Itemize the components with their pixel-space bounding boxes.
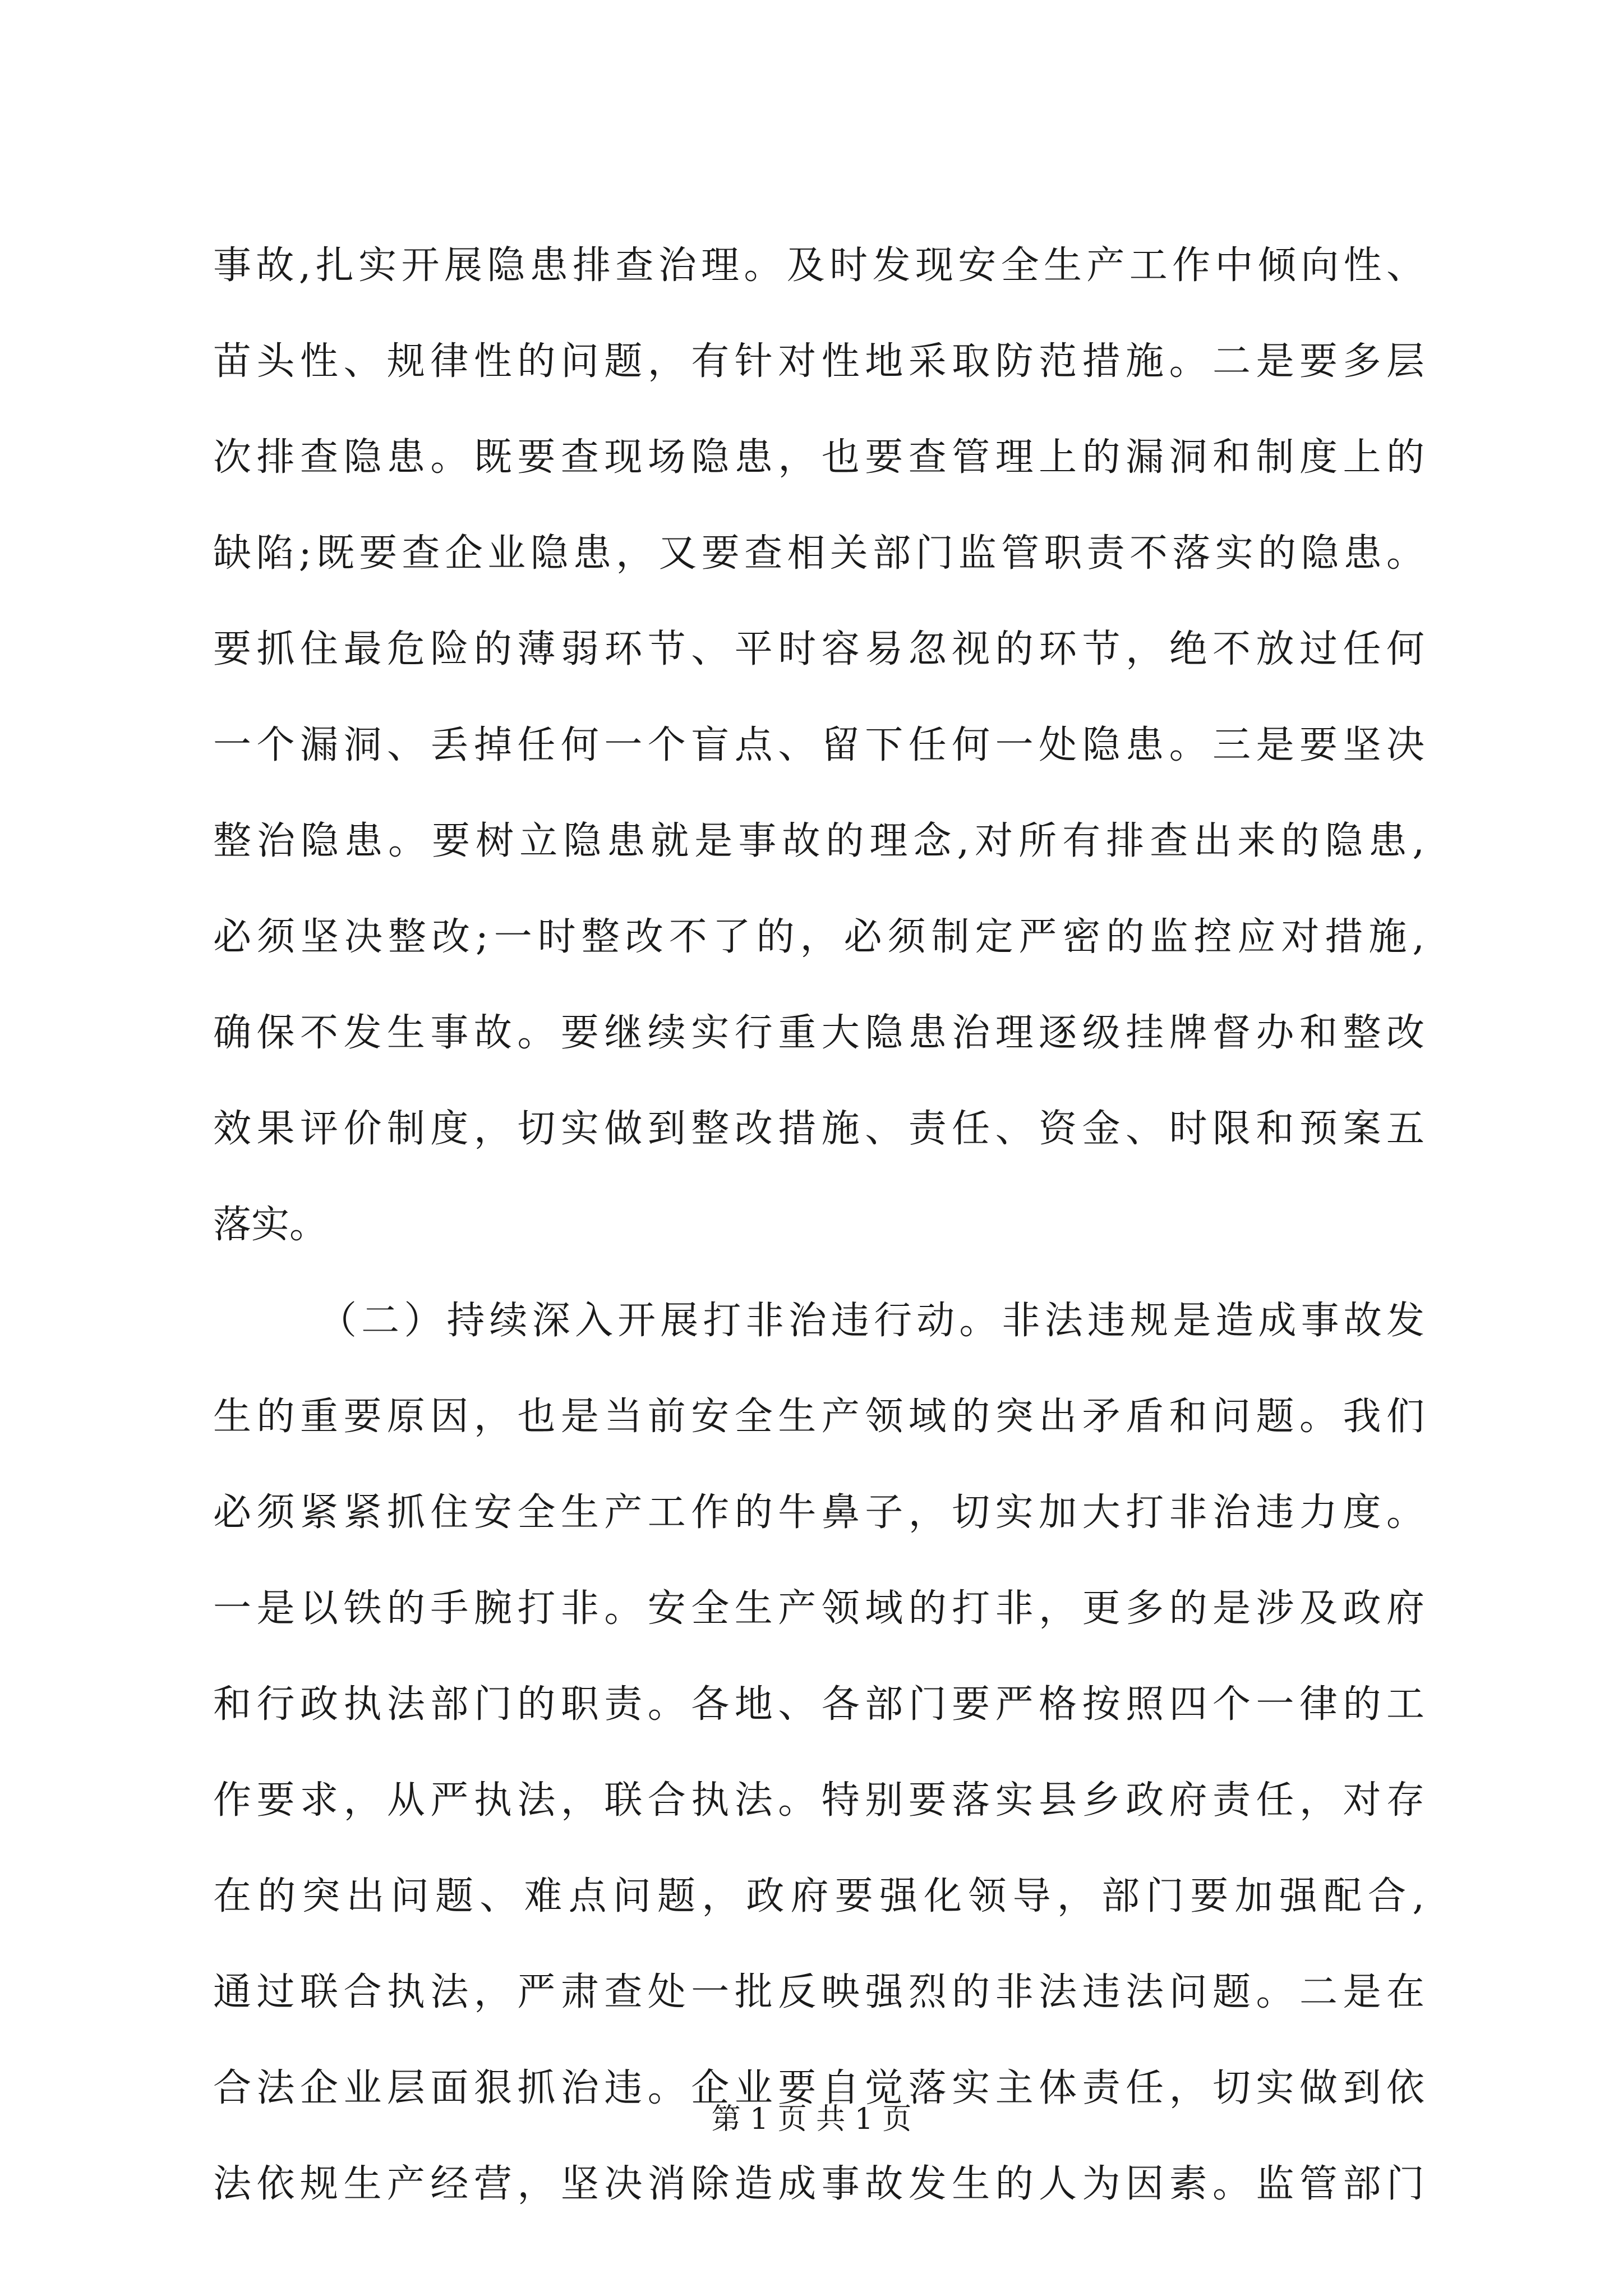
text-line: 次排查隐患。既要查现场隐患，也要查管理上的漏洞和制度上的: [213, 435, 1424, 480]
text-line: 苗头性、规律性的问题，有针对性地采取防范措施。二是要多层: [213, 339, 1424, 384]
text-line: 必须紧紧抓住安全生产工作的牛鼻子，切实加大打非治违力度。: [213, 1490, 1424, 1535]
text-line: 整治隐患。要树立隐患就是事故的理念,对所有排查出来的隐患,: [213, 819, 1424, 863]
text-line: 要抓住最危险的薄弱环节、平时容易忽视的环节，绝不放过任何: [213, 627, 1424, 671]
text-line: 生的重要原因，也是当前安全生产领域的突出矛盾和问题。我们: [213, 1395, 1424, 1439]
text-line: 事故,扎实开展隐患排查治理。及时发现安全生产工作中倾向性、: [213, 243, 1424, 288]
text-line: 一是以铁的手腕打非。安全生产领域的打非，更多的是涉及政府: [213, 1586, 1424, 1631]
text-line: 作要求，从严执法，联合执法。特别要落实县乡政府责任，对存: [213, 1778, 1424, 1823]
body-text: [213, 218, 1424, 2232]
text-line: 缺陷;既要查企业隐患，又要查相关部门监管职责不落实的隐患。: [213, 531, 1424, 576]
page-number-footer: 第 1 页 共 1 页: [711, 2102, 912, 2136]
text-line: 和行政执法部门的职责。各地、各部门要严格按照四个一律的工: [213, 1682, 1424, 1727]
text-line: 通过联合执法，严肃查处一批反映强烈的非法违法问题。二是在: [213, 1970, 1424, 2014]
text-line: 法依规生产经营，坚决消除造成事故发生的人为因素。监管部门: [213, 2162, 1424, 2206]
text-line: 合法企业层面狠抓治违。企业要自觉落实主体责任，切实做到依: [213, 2066, 1424, 2110]
text-line: 落实。: [213, 1203, 328, 1247]
text-line: 效果评价制度，切实做到整改措施、责任、资金、时限和预案五: [213, 1107, 1424, 1151]
text-line: 必须坚决整改;一时整改不了的，必须制定严密的监控应对措施,: [213, 915, 1424, 959]
text-line: 在的突出问题、难点问题，政府要强化领导，部门要加强配合,: [213, 1874, 1424, 1918]
text-line: 一个漏洞、丢掉任何一个盲点、留下任何一处隐患。三是要坚决: [213, 723, 1424, 767]
text-line: 确保不发生事故。要继续实行重大隐患治理逐级挂牌督办和整改: [213, 1011, 1424, 1055]
paragraph-heading-line: （二）持续深入开展打非治违行动。非法违规是造成事故发: [319, 1299, 1424, 1343]
